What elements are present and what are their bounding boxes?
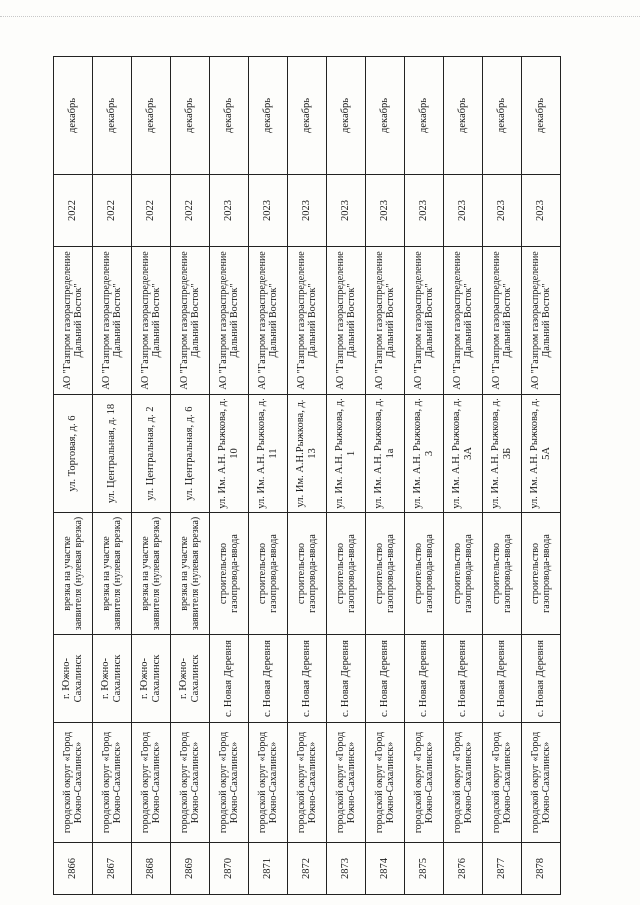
- year-cell: 2023: [444, 175, 483, 247]
- row-number: 2873: [327, 843, 366, 895]
- row-number: 2872: [288, 843, 327, 895]
- row-number: 2871: [249, 843, 288, 895]
- organization-cell: АО "Газпром газораспределение Дальний Восток": [54, 247, 93, 395]
- locality-cell: с. Новая Деревня: [210, 635, 249, 723]
- address-cell: ул. Им. А.Н. Рыжкова, д. 3А: [444, 395, 483, 513]
- locality-cell: с. Новая Деревня: [444, 635, 483, 723]
- municipality-cell: городской округ «Город Южно-Сахалинск»: [171, 723, 210, 843]
- month-cell: декабрь: [171, 57, 210, 175]
- scan-line: [0, 16, 640, 17]
- organization-cell: АО "Газпром газораспределение Дальний Восток": [327, 247, 366, 395]
- month-cell: декабрь: [483, 57, 522, 175]
- row-number: 2866: [54, 843, 93, 895]
- work-type-cell: строительство газопровода-ввода: [444, 513, 483, 635]
- locality-cell: г. Южно-Сахалинск: [132, 635, 171, 723]
- address-cell: ул. Торговая, д. 6: [54, 395, 93, 513]
- table-row: [405, 57, 444, 895]
- year-cell: 2023: [366, 175, 405, 247]
- row-number: 2867: [93, 843, 132, 895]
- table-body: [54, 57, 561, 895]
- locality-cell: с. Новая Деревня: [522, 635, 561, 723]
- year-cell: 2022: [54, 175, 93, 247]
- address-cell: ул. Центральная, д. 2: [132, 395, 171, 513]
- year-cell: 2022: [171, 175, 210, 247]
- work-type-cell: строительство газопровода-ввода: [327, 513, 366, 635]
- table-row: [249, 57, 288, 895]
- table-row: [93, 57, 132, 895]
- year-cell: 2023: [327, 175, 366, 247]
- work-type-cell: строительство газопровода-ввода: [210, 513, 249, 635]
- work-type-cell: строительство газопровода-ввода: [288, 513, 327, 635]
- gasification-table: [53, 56, 561, 895]
- locality-cell: г. Южно-Сахалинск: [54, 635, 93, 723]
- work-type-cell: врезка на участке заявителя (нулевая врезка): [132, 513, 171, 635]
- month-cell: декабрь: [288, 57, 327, 175]
- municipality-cell: городской округ «Город Южно-Сахалинск»: [288, 723, 327, 843]
- municipality-cell: городской округ «Город Южно-Сахалинск»: [483, 723, 522, 843]
- month-cell: декабрь: [522, 57, 561, 175]
- row-number: 2868: [132, 843, 171, 895]
- address-cell: ул. Им. А.Н. Рыжкова, д. 3Б: [483, 395, 522, 513]
- table-row: [444, 57, 483, 895]
- table-row: [210, 57, 249, 895]
- locality-cell: с. Новая Деревня: [288, 635, 327, 723]
- year-cell: 2023: [288, 175, 327, 247]
- municipality-cell: городской округ «Город Южно-Сахалинск»: [405, 723, 444, 843]
- year-cell: 2022: [93, 175, 132, 247]
- organization-cell: АО "Газпром газораспределение Дальний Восток": [132, 247, 171, 395]
- row-number: 2870: [210, 843, 249, 895]
- month-cell: декабрь: [132, 57, 171, 175]
- month-cell: декабрь: [444, 57, 483, 175]
- organization-cell: АО "Газпром газораспределение Дальний Восток": [405, 247, 444, 395]
- work-type-cell: врезка на участке заявителя (нулевая врезка): [93, 513, 132, 635]
- organization-cell: АО "Газпром газораспределение Дальний Восток": [171, 247, 210, 395]
- year-cell: 2023: [483, 175, 522, 247]
- work-type-cell: врезка на участке заявителя (нулевая врезка): [54, 513, 93, 635]
- address-cell: ул. Им. А.Н. Рыжкова, д. 5А: [522, 395, 561, 513]
- table-row: [327, 57, 366, 895]
- municipality-cell: городской округ «Город Южно-Сахалинск»: [132, 723, 171, 843]
- address-cell: ул. Им. А.Н.Рыжкова, д. 13: [288, 395, 327, 513]
- year-cell: 2023: [522, 175, 561, 247]
- municipality-cell: городской округ «Город Южно-Сахалинск»: [93, 723, 132, 843]
- row-number: 2874: [366, 843, 405, 895]
- month-cell: декабрь: [93, 57, 132, 175]
- row-number: 2875: [405, 843, 444, 895]
- year-cell: 2023: [210, 175, 249, 247]
- month-cell: декабрь: [327, 57, 366, 175]
- address-cell: ул. Центральная, д. 18: [93, 395, 132, 513]
- month-cell: декабрь: [249, 57, 288, 175]
- month-cell: декабрь: [54, 57, 93, 175]
- organization-cell: АО "Газпром газораспределение Дальний Восток": [288, 247, 327, 395]
- table-row: [132, 57, 171, 895]
- month-cell: декабрь: [210, 57, 249, 175]
- organization-cell: АО "Газпром газораспределение Дальний Восток": [483, 247, 522, 395]
- locality-cell: с. Новая Деревня: [366, 635, 405, 723]
- row-number: 2876: [444, 843, 483, 895]
- row-number: 2878: [522, 843, 561, 895]
- municipality-cell: городской округ «Город Южно-Сахалинск»: [249, 723, 288, 843]
- work-type-cell: врезка на участке заявителя (нулевая врезка): [171, 513, 210, 635]
- organization-cell: АО "Газпром газораспределение Дальний Восток": [444, 247, 483, 395]
- organization-cell: АО "Газпром газораспределение Дальний Восток": [249, 247, 288, 395]
- table-row: [288, 57, 327, 895]
- table-container: [53, 57, 561, 895]
- organization-cell: АО "Газпром газораспределение Дальний Восток": [93, 247, 132, 395]
- table-row: [54, 57, 93, 895]
- address-cell: ул. Им. А.Н. Рыжкова, д. 1: [327, 395, 366, 513]
- organization-cell: АО "Газпром газораспределение Дальний Восток": [366, 247, 405, 395]
- month-cell: декабрь: [366, 57, 405, 175]
- address-cell: ул. Центральная, д. 6: [171, 395, 210, 513]
- organization-cell: АО "Газпром газораспределение Дальний Восток": [522, 247, 561, 395]
- work-type-cell: строительство газопровода-ввода: [405, 513, 444, 635]
- month-cell: декабрь: [405, 57, 444, 175]
- municipality-cell: городской округ «Город Южно-Сахалинск»: [366, 723, 405, 843]
- locality-cell: с. Новая Деревня: [483, 635, 522, 723]
- year-cell: 2023: [405, 175, 444, 247]
- address-cell: ул. Им. А.Н. Рыжкова, д. 3: [405, 395, 444, 513]
- address-cell: ул. Им. А.Н. Рыжкова, д. 10: [210, 395, 249, 513]
- locality-cell: г. Южно-Сахалинск: [93, 635, 132, 723]
- work-type-cell: строительство газопровода-ввода: [366, 513, 405, 635]
- address-cell: ул. Им. А.Н. Рыжкова, д. 11: [249, 395, 288, 513]
- work-type-cell: строительство газопровода-ввода: [483, 513, 522, 635]
- locality-cell: г. Южно-Сахалинск: [171, 635, 210, 723]
- table-row: [366, 57, 405, 895]
- municipality-cell: городской округ «Город Южно-Сахалинск»: [54, 723, 93, 843]
- table-row: [522, 57, 561, 895]
- address-cell: ул. Им. А.Н. Рыжкова, д. 1а: [366, 395, 405, 513]
- work-type-cell: строительство газопровода-ввода: [249, 513, 288, 635]
- municipality-cell: городской округ «Город Южно-Сахалинск»: [522, 723, 561, 843]
- work-type-cell: строительство газопровода-ввода: [522, 513, 561, 635]
- municipality-cell: городской округ «Город Южно-Сахалинск»: [327, 723, 366, 843]
- table-row: [483, 57, 522, 895]
- row-number: 2877: [483, 843, 522, 895]
- year-cell: 2022: [132, 175, 171, 247]
- municipality-cell: городской округ «Город Южно-Сахалинск»: [210, 723, 249, 843]
- table-row: [171, 57, 210, 895]
- municipality-cell: городской округ «Город Южно-Сахалинск»: [444, 723, 483, 843]
- locality-cell: с. Новая Деревня: [249, 635, 288, 723]
- locality-cell: с. Новая Деревня: [405, 635, 444, 723]
- year-cell: 2023: [249, 175, 288, 247]
- organization-cell: АО "Газпром газораспределение Дальний Восток": [210, 247, 249, 395]
- locality-cell: с. Новая Деревня: [327, 635, 366, 723]
- row-number: 2869: [171, 843, 210, 895]
